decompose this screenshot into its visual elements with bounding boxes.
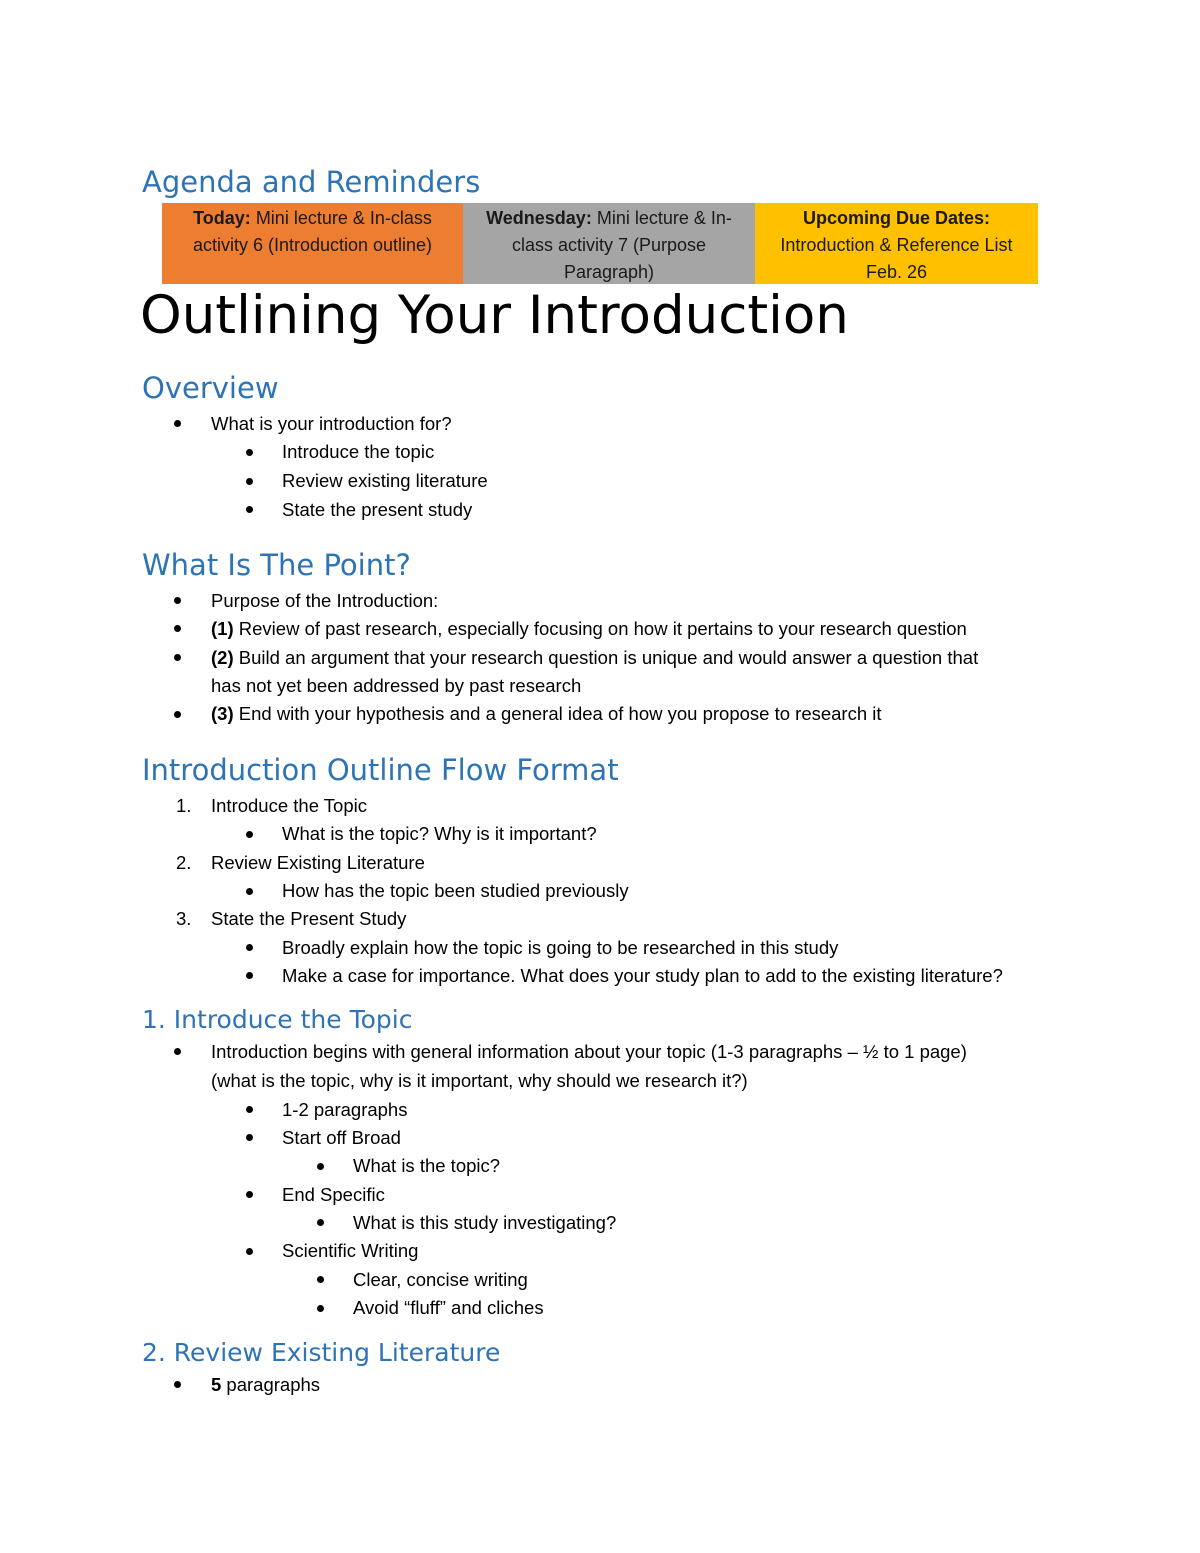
point-intro: Purpose of the Introduction: bbox=[211, 590, 439, 611]
bullet-icon bbox=[246, 831, 253, 838]
topic-specific-q: What is this study investigating? bbox=[353, 1212, 617, 1233]
bullet-icon bbox=[174, 625, 181, 632]
bullet-icon bbox=[174, 1048, 181, 1055]
bullet-icon bbox=[174, 420, 181, 427]
overview-item: Review existing literature bbox=[282, 470, 488, 491]
bullet-icon bbox=[174, 711, 181, 718]
bullet-icon bbox=[246, 1248, 253, 1255]
agenda-due-cell bbox=[755, 203, 1038, 284]
bullet-icon bbox=[174, 597, 181, 604]
bullet-icon bbox=[246, 1191, 253, 1198]
topic-heading: 1. Introduce the Topic bbox=[142, 1005, 413, 1034]
bullet-icon bbox=[246, 888, 253, 895]
topic-paragraphs: 1-2 paragraphs bbox=[282, 1099, 408, 1120]
point-item-2: (2) Build an argument that your research question is unique and would answer a question that bbox=[211, 647, 979, 668]
bullet-icon bbox=[246, 1106, 253, 1113]
step-sub: Broadly explain how the topic is going to be researched in this study bbox=[282, 937, 839, 958]
topic-broad-q: What is the topic? bbox=[353, 1155, 501, 1176]
step-sub: What is the topic? Why is it important? bbox=[282, 823, 597, 844]
bullet-icon bbox=[317, 1163, 324, 1170]
topic-line-2: (what is the topic, why is it important, why should we research it?) bbox=[211, 1070, 748, 1091]
overview-question: What is your introduction for? bbox=[211, 413, 452, 434]
topic-specific: End Specific bbox=[282, 1184, 385, 1205]
due-date: Feb. 26 bbox=[865, 262, 928, 282]
step-number: 1. bbox=[176, 795, 192, 816]
step-sub: Make a case for importance. What does your study plan to add to the existing literature? bbox=[282, 965, 1003, 986]
agenda-today-cell bbox=[162, 203, 463, 284]
today-label: Today: bbox=[193, 208, 251, 228]
bullet-icon bbox=[246, 972, 253, 979]
page-title: Outlining Your Introduction bbox=[140, 285, 849, 346]
bullet-icon bbox=[246, 506, 253, 513]
point-item-2-cont: has not yet been addressed by past research bbox=[211, 675, 582, 696]
step-sub: How has the topic been studied previously bbox=[282, 880, 629, 901]
overview-item: State the present study bbox=[282, 499, 473, 520]
point-heading: What Is The Point? bbox=[142, 548, 411, 582]
topic-line-1: Introduction begins with general information about your topic (1-3 paragraphs – ½ to 1 page) bbox=[211, 1041, 967, 1062]
flow-heading: Introduction Outline Flow Format bbox=[142, 753, 619, 787]
topic-sci-2: Avoid “fluff” and cliches bbox=[353, 1297, 544, 1318]
wednesday-text: Mini lecture & In-class activity 7 (Purpose Paragraph) bbox=[511, 208, 732, 282]
literature-item: 5 paragraphs bbox=[211, 1374, 321, 1395]
bullet-icon bbox=[317, 1276, 324, 1283]
step-label: Introduce the Topic bbox=[211, 795, 367, 816]
agenda-wednesday-cell bbox=[463, 203, 755, 284]
point-item-3: (3) End with your hypothesis and a general idea of how you propose to research it bbox=[211, 703, 882, 724]
bullet-icon bbox=[174, 1381, 181, 1388]
due-label: Upcoming Due Dates: bbox=[802, 208, 991, 228]
topic-scientific: Scientific Writing bbox=[282, 1240, 419, 1261]
bullet-icon bbox=[246, 449, 253, 456]
overview-heading: Overview bbox=[142, 371, 279, 405]
bullet-icon bbox=[246, 944, 253, 951]
bullet-icon bbox=[317, 1305, 324, 1312]
step-number: 2. bbox=[176, 852, 192, 873]
bullet-icon bbox=[246, 1134, 253, 1141]
overview-item: Introduce the topic bbox=[282, 441, 435, 462]
today-text: Mini lecture & In-class activity 6 (Introduction outline) bbox=[192, 208, 433, 255]
point-item-1: (1) Review of past research, especially focusing on how it pertains to your research question bbox=[211, 618, 967, 639]
wednesday-label: Wednesday: bbox=[486, 208, 592, 228]
topic-sci-1: Clear, concise writing bbox=[353, 1269, 528, 1290]
literature-heading: 2. Review Existing Literature bbox=[142, 1338, 501, 1367]
step-label: Review Existing Literature bbox=[211, 852, 425, 873]
due-text: Introduction & Reference List bbox=[780, 235, 1013, 255]
step-number: 3. bbox=[176, 908, 192, 929]
bullet-icon bbox=[317, 1219, 324, 1226]
bullet-icon bbox=[246, 478, 253, 485]
step-label: State the Present Study bbox=[211, 908, 407, 929]
bullet-icon bbox=[174, 654, 181, 661]
agenda-heading: Agenda and Reminders bbox=[142, 165, 481, 199]
topic-broad: Start off Broad bbox=[282, 1127, 401, 1148]
agenda-table bbox=[162, 203, 1038, 284]
